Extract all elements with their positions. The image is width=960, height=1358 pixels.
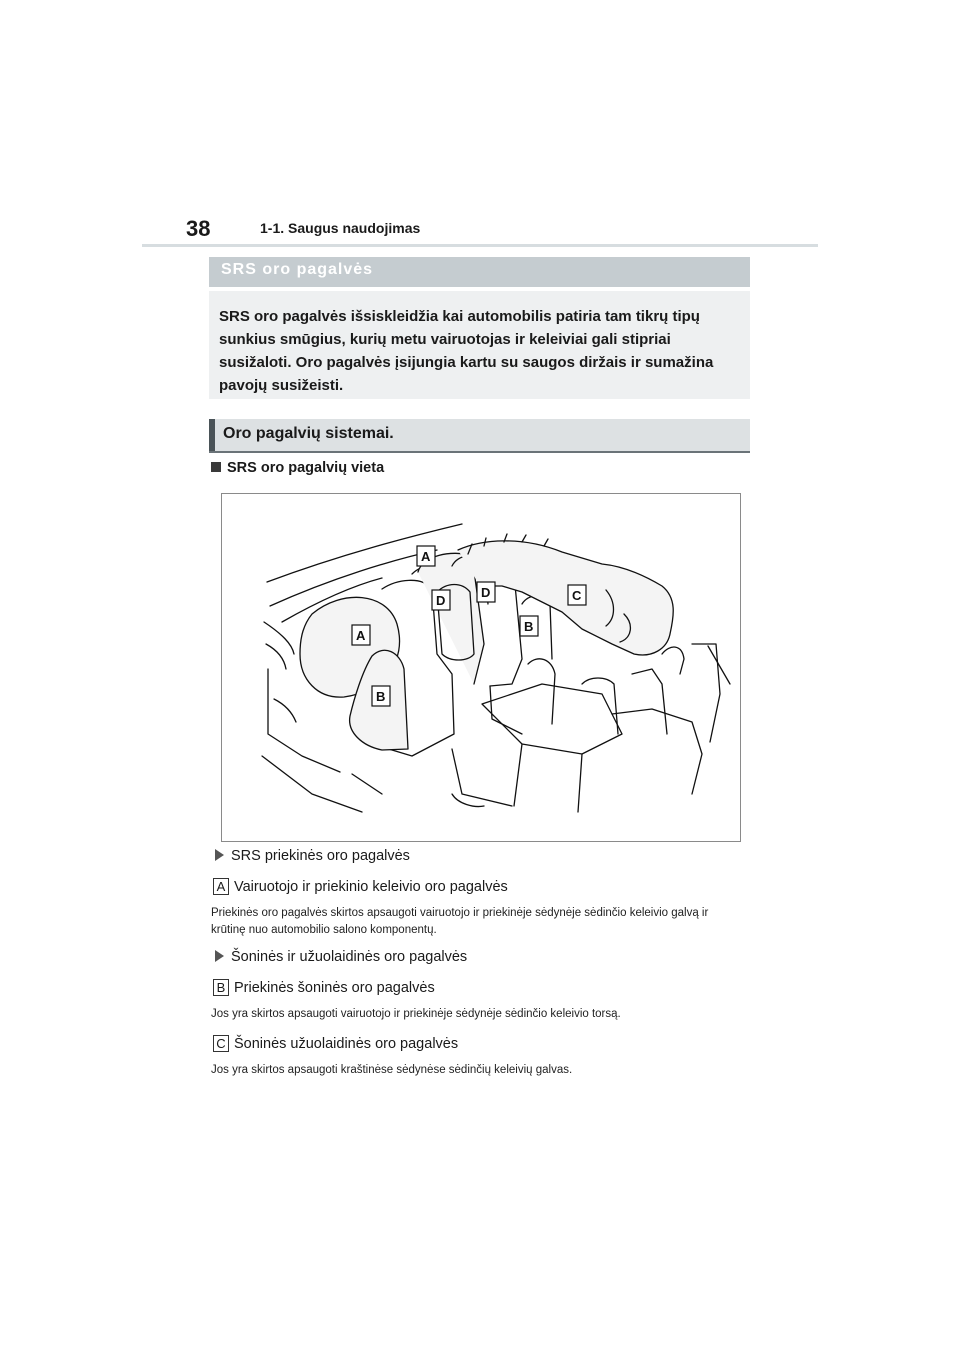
sub-heading	[211, 460, 384, 476]
srs-title: SRS oro pagalvės	[221, 261, 374, 278]
triangle-bullet-icon	[215, 849, 224, 861]
front-airbags-bullet	[215, 848, 410, 864]
callout-c	[213, 1035, 458, 1052]
srs-title-bar	[209, 257, 750, 287]
section-accent	[209, 419, 215, 451]
side-airbags-text: Šoninės ir užuolaidinės oro pagalvės	[231, 949, 468, 965]
callout-b-description: Jos yra skirtos apsaugoti vairuotojo ir priekinėje sėdynėje sėdinčio keleivio torsą.	[211, 1008, 621, 1020]
callout-c-description: Jos yra skirtos apsaugoti kraštinėse sėdynėse sėdinčių keleivių galvas.	[211, 1064, 573, 1076]
letter-a-badge: A	[213, 878, 229, 895]
header-divider	[142, 244, 818, 247]
label-b-passenger: B	[524, 619, 534, 634]
label-d-right: D	[481, 585, 491, 600]
label-d-left: D	[436, 593, 446, 608]
front-airbags-text: SRS priekinės oro pagalvės	[231, 848, 410, 864]
square-bullet-icon	[211, 462, 221, 472]
section-bar	[209, 419, 750, 453]
callout-c-text: Šoninės užuolaidinės oro pagalvės	[234, 1036, 459, 1052]
intro-text: SRS oro pagalvės išsiskleidžia kai automobilis patiria tam tikrų tipų sunkius smūgius, kurių metu vairuotojas ir keleiviai gali stipriai susižaloti. Oro pagalvės įsijungia kartu su saugos diržais ir sumažina pavojų susižeisti.	[219, 308, 714, 394]
airbag-figure	[221, 493, 741, 842]
chapter-title: 1-1. Saugus naudojimas	[260, 220, 421, 236]
triangle-bullet-icon	[215, 950, 224, 962]
section-title: Oro pagalvių sistemai.	[223, 425, 394, 442]
callout-b-text: Priekinės šoninės oro pagalvės	[234, 980, 435, 996]
label-c: C	[572, 588, 582, 603]
page-number: 38	[186, 216, 211, 241]
label-a-top: A	[421, 549, 431, 564]
sub-heading-text: SRS oro pagalvių vieta	[227, 460, 385, 476]
intro-box	[209, 291, 750, 399]
letter-b-badge: B	[213, 979, 229, 996]
callout-a	[213, 878, 508, 895]
callout-a-description: Priekinės oro pagalvės skirtos apsaugoti vairuotojo ir priekinėje sėdynėje sėdinčio keleivio galvą ir krūtinę nuo automobilio salono komponentų.	[211, 907, 709, 936]
letter-c-badge: C	[213, 1035, 229, 1052]
airbag-illustration	[222, 494, 740, 841]
label-b-driver: B	[376, 689, 386, 704]
callout-a-text: Vairuotojo ir priekinio keleivio oro pagalvės	[234, 879, 508, 895]
label-a-driver: A	[356, 628, 366, 643]
side-airbags-bullet	[215, 949, 467, 965]
callout-b	[213, 979, 435, 996]
